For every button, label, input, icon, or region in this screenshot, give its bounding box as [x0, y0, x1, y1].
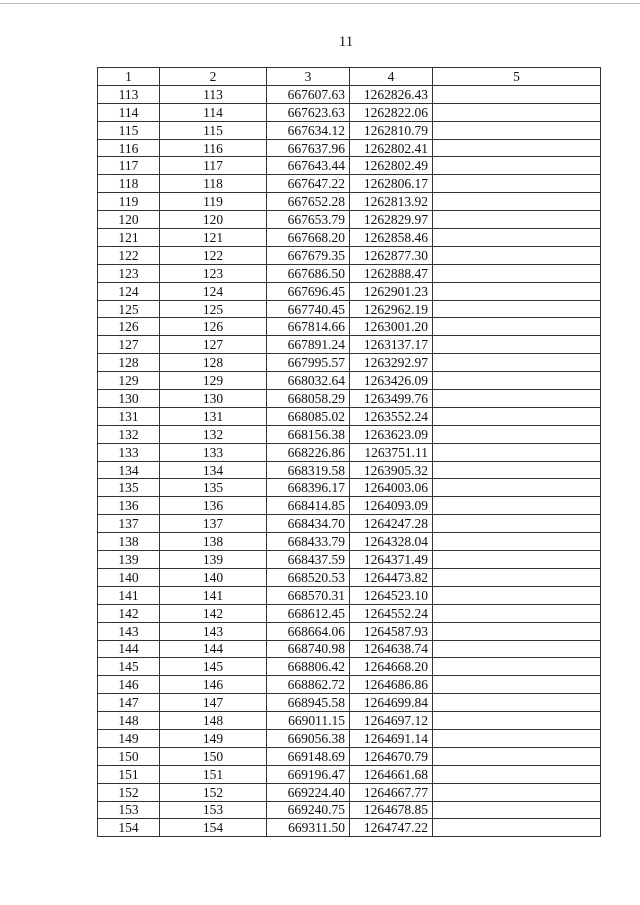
table-cell-col-1: 137 — [98, 515, 160, 533]
top-divider — [0, 3, 640, 4]
table-cell-col-4: 1264328.04 — [350, 533, 433, 551]
table-cell-col-3: 667679.35 — [267, 246, 350, 264]
table-cell-col-5 — [433, 801, 601, 819]
table-cell-col-1: 126 — [98, 318, 160, 336]
table-cell-col-2: 120 — [160, 211, 267, 229]
table-cell-col-1: 124 — [98, 282, 160, 300]
table-cell-col-3: 668085.02 — [267, 407, 350, 425]
table-row — [98, 568, 601, 586]
table-row — [98, 729, 601, 747]
table-cell-col-5 — [433, 336, 601, 354]
table-cell-col-1: 140 — [98, 568, 160, 586]
table-cell-col-5 — [433, 282, 601, 300]
table-cell-col-4: 1264247.28 — [350, 515, 433, 533]
table-cell-col-5 — [433, 461, 601, 479]
table-cell-col-3: 667643.44 — [267, 157, 350, 175]
table-cell-col-4: 1264699.84 — [350, 694, 433, 712]
table-cell-col-4: 1264678.85 — [350, 801, 433, 819]
table-cell-col-1: 122 — [98, 246, 160, 264]
table-cell-col-5 — [433, 300, 601, 318]
table-cell-col-5 — [433, 246, 601, 264]
column-header-5: 5 — [433, 68, 601, 86]
table-cell-col-5 — [433, 229, 601, 247]
table-cell-col-4: 1262822.06 — [350, 103, 433, 121]
table-cell-col-4: 1262813.92 — [350, 193, 433, 211]
table-cell-col-2: 141 — [160, 586, 267, 604]
table-cell-col-4: 1263001.20 — [350, 318, 433, 336]
table-cell-col-1: 152 — [98, 783, 160, 801]
table-cell-col-1: 114 — [98, 103, 160, 121]
table-cell-col-1: 119 — [98, 193, 160, 211]
table-cell-col-5 — [433, 103, 601, 121]
column-header-3: 3 — [267, 68, 350, 86]
table-cell-col-1: 136 — [98, 497, 160, 515]
table-cell-col-4: 1263426.09 — [350, 372, 433, 390]
table-cell-col-1: 130 — [98, 390, 160, 408]
table-cell-col-4: 1264686.86 — [350, 676, 433, 694]
table-row — [98, 407, 601, 425]
table-cell-col-2: 115 — [160, 121, 267, 139]
table-cell-col-4: 1264691.14 — [350, 729, 433, 747]
table-cell-col-4: 1262806.17 — [350, 175, 433, 193]
table-row — [98, 139, 601, 157]
table-row — [98, 246, 601, 264]
table-cell-col-5 — [433, 354, 601, 372]
table-cell-col-1: 115 — [98, 121, 160, 139]
table-row — [98, 175, 601, 193]
table-cell-col-3: 668058.29 — [267, 390, 350, 408]
table-cell-col-5 — [433, 783, 601, 801]
table-cell-col-1: 113 — [98, 85, 160, 103]
table-cell-col-3: 667995.57 — [267, 354, 350, 372]
table-row — [98, 372, 601, 390]
table-cell-col-1: 128 — [98, 354, 160, 372]
table-row — [98, 390, 601, 408]
table-cell-col-4: 1262826.43 — [350, 85, 433, 103]
table-row — [98, 747, 601, 765]
table-cell-col-2: 117 — [160, 157, 267, 175]
table-row — [98, 586, 601, 604]
table-cell-col-5 — [433, 193, 601, 211]
table-cell-col-2: 153 — [160, 801, 267, 819]
table-row — [98, 765, 601, 783]
table-cell-col-2: 154 — [160, 819, 267, 837]
table-cell-col-3: 667891.24 — [267, 336, 350, 354]
table-row — [98, 121, 601, 139]
table-cell-col-1: 147 — [98, 694, 160, 712]
table-row — [98, 604, 601, 622]
table-row — [98, 211, 601, 229]
table-cell-col-5 — [433, 586, 601, 604]
table-cell-col-2: 124 — [160, 282, 267, 300]
table-row — [98, 551, 601, 569]
table-row — [98, 712, 601, 730]
table-cell-col-5 — [433, 640, 601, 658]
table-cell-col-4: 1262962.19 — [350, 300, 433, 318]
table-row — [98, 533, 601, 551]
table-body — [98, 85, 601, 836]
table-cell-col-5 — [433, 622, 601, 640]
table-cell-col-5 — [433, 425, 601, 443]
table-cell-col-5 — [433, 157, 601, 175]
table-cell-col-2: 142 — [160, 604, 267, 622]
table-row — [98, 318, 601, 336]
table-cell-col-2: 151 — [160, 765, 267, 783]
table-cell-col-1: 120 — [98, 211, 160, 229]
table-cell-col-3: 668434.70 — [267, 515, 350, 533]
table-cell-col-2: 114 — [160, 103, 267, 121]
table-row — [98, 425, 601, 443]
table-cell-col-3: 669311.50 — [267, 819, 350, 837]
table-cell-col-1: 123 — [98, 264, 160, 282]
table-cell-col-3: 667623.63 — [267, 103, 350, 121]
table-cell-col-3: 668945.58 — [267, 694, 350, 712]
table-cell-col-2: 135 — [160, 479, 267, 497]
table-cell-col-4: 1262858.46 — [350, 229, 433, 247]
table-cell-col-4: 1262802.49 — [350, 157, 433, 175]
table-cell-col-3: 669196.47 — [267, 765, 350, 783]
table-cell-col-3: 668032.64 — [267, 372, 350, 390]
table-cell-col-1: 151 — [98, 765, 160, 783]
table-cell-col-3: 667647.22 — [267, 175, 350, 193]
table-cell-col-4: 1264003.06 — [350, 479, 433, 497]
table-cell-col-5 — [433, 443, 601, 461]
table-cell-col-4: 1264670.79 — [350, 747, 433, 765]
coordinates-table — [97, 67, 601, 837]
table-cell-col-5 — [433, 85, 601, 103]
table-cell-col-2: 147 — [160, 694, 267, 712]
table-cell-col-1: 148 — [98, 712, 160, 730]
table-cell-col-5 — [433, 497, 601, 515]
table-cell-col-3: 669224.40 — [267, 783, 350, 801]
table-cell-col-4: 1264371.49 — [350, 551, 433, 569]
table-cell-col-3: 668414.85 — [267, 497, 350, 515]
table-cell-col-4: 1264638.74 — [350, 640, 433, 658]
table-cell-col-1: 131 — [98, 407, 160, 425]
table-cell-col-2: 146 — [160, 676, 267, 694]
table-cell-col-4: 1262802.41 — [350, 139, 433, 157]
table-row — [98, 694, 601, 712]
table-cell-col-3: 669240.75 — [267, 801, 350, 819]
table-row — [98, 658, 601, 676]
table-cell-col-5 — [433, 729, 601, 747]
table-cell-col-3: 667653.79 — [267, 211, 350, 229]
table-cell-col-4: 1264667.77 — [350, 783, 433, 801]
table-cell-col-2: 121 — [160, 229, 267, 247]
table-cell-col-4: 1264587.93 — [350, 622, 433, 640]
table-cell-col-1: 141 — [98, 586, 160, 604]
table-cell-col-4: 1263499.76 — [350, 390, 433, 408]
table-cell-col-1: 132 — [98, 425, 160, 443]
page-number: 11 — [338, 34, 354, 50]
table-cell-col-2: 118 — [160, 175, 267, 193]
table-cell-col-1: 127 — [98, 336, 160, 354]
table-cell-col-2: 139 — [160, 551, 267, 569]
table-cell-col-1: 144 — [98, 640, 160, 658]
table-cell-col-2: 140 — [160, 568, 267, 586]
table-row — [98, 193, 601, 211]
table-cell-col-3: 667634.12 — [267, 121, 350, 139]
table-cell-col-5 — [433, 175, 601, 193]
table-cell-col-5 — [433, 479, 601, 497]
table-cell-col-4: 1263552.24 — [350, 407, 433, 425]
table-cell-col-2: 122 — [160, 246, 267, 264]
table-row — [98, 282, 601, 300]
table-cell-col-4: 1262901.23 — [350, 282, 433, 300]
table-cell-col-3: 668396.17 — [267, 479, 350, 497]
table-cell-col-4: 1264668.20 — [350, 658, 433, 676]
table-cell-col-2: 127 — [160, 336, 267, 354]
table-cell-col-2: 136 — [160, 497, 267, 515]
table-cell-col-1: 153 — [98, 801, 160, 819]
table-cell-col-4: 1262888.47 — [350, 264, 433, 282]
table-cell-col-1: 135 — [98, 479, 160, 497]
table-cell-col-4: 1262829.97 — [350, 211, 433, 229]
table-cell-col-1: 129 — [98, 372, 160, 390]
table-cell-col-2: 116 — [160, 139, 267, 157]
table-cell-col-1: 145 — [98, 658, 160, 676]
table-cell-col-2: 126 — [160, 318, 267, 336]
table-cell-col-5 — [433, 568, 601, 586]
table-row — [98, 103, 601, 121]
table-cell-col-3: 668433.79 — [267, 533, 350, 551]
table-cell-col-3: 669011.15 — [267, 712, 350, 730]
table-cell-col-3: 667814.66 — [267, 318, 350, 336]
table-cell-col-5 — [433, 139, 601, 157]
table-cell-col-1: 146 — [98, 676, 160, 694]
table-row — [98, 479, 601, 497]
table-row — [98, 783, 601, 801]
table-cell-col-1: 149 — [98, 729, 160, 747]
table-cell-col-1: 139 — [98, 551, 160, 569]
table-cell-col-2: 133 — [160, 443, 267, 461]
table-cell-col-4: 1263137.17 — [350, 336, 433, 354]
table-cell-col-3: 667696.45 — [267, 282, 350, 300]
table-cell-col-1: 142 — [98, 604, 160, 622]
table-cell-col-2: 134 — [160, 461, 267, 479]
table-cell-col-2: 145 — [160, 658, 267, 676]
table-cell-col-2: 130 — [160, 390, 267, 408]
table-cell-col-2: 137 — [160, 515, 267, 533]
table-cell-col-5 — [433, 712, 601, 730]
table-cell-col-3: 668319.58 — [267, 461, 350, 479]
table-cell-col-5 — [433, 747, 601, 765]
table-cell-col-4: 1264661.68 — [350, 765, 433, 783]
table-cell-col-2: 119 — [160, 193, 267, 211]
table-row — [98, 640, 601, 658]
table-cell-col-1: 125 — [98, 300, 160, 318]
table-cell-col-4: 1262877.30 — [350, 246, 433, 264]
table-cell-col-3: 668862.72 — [267, 676, 350, 694]
table-cell-col-5 — [433, 551, 601, 569]
table-cell-col-4: 1263292.97 — [350, 354, 433, 372]
table-cell-col-2: 143 — [160, 622, 267, 640]
table-cell-col-1: 133 — [98, 443, 160, 461]
header-row — [98, 68, 601, 86]
table-cell-col-3: 667668.20 — [267, 229, 350, 247]
table-cell-col-1: 117 — [98, 157, 160, 175]
table-cell-col-1: 134 — [98, 461, 160, 479]
table-cell-col-4: 1264747.22 — [350, 819, 433, 837]
table-row — [98, 354, 601, 372]
table-cell-col-1: 143 — [98, 622, 160, 640]
table-cell-col-5 — [433, 264, 601, 282]
table-cell-col-2: 132 — [160, 425, 267, 443]
table-cell-col-5 — [433, 694, 601, 712]
table-row — [98, 801, 601, 819]
table-row — [98, 461, 601, 479]
table-cell-col-3: 669148.69 — [267, 747, 350, 765]
table-cell-col-2: 131 — [160, 407, 267, 425]
column-header-1: 1 — [98, 68, 160, 86]
table-cell-col-3: 668520.53 — [267, 568, 350, 586]
column-header-4: 4 — [350, 68, 433, 86]
table-cell-col-1: 118 — [98, 175, 160, 193]
table-row — [98, 497, 601, 515]
table-cell-col-3: 667637.96 — [267, 139, 350, 157]
table-cell-col-1: 121 — [98, 229, 160, 247]
table-cell-col-5 — [433, 604, 601, 622]
table-cell-col-5 — [433, 819, 601, 837]
table-row — [98, 300, 601, 318]
table-cell-col-2: 150 — [160, 747, 267, 765]
table-cell-col-4: 1264093.09 — [350, 497, 433, 515]
table-cell-col-3: 668570.31 — [267, 586, 350, 604]
table-cell-col-3: 668664.06 — [267, 622, 350, 640]
table-cell-col-3: 667607.63 — [267, 85, 350, 103]
table-cell-col-1: 138 — [98, 533, 160, 551]
table-cell-col-3: 668740.98 — [267, 640, 350, 658]
table-cell-col-3: 668226.86 — [267, 443, 350, 461]
table-row — [98, 336, 601, 354]
table-cell-col-1: 154 — [98, 819, 160, 837]
table-cell-col-3: 668612.45 — [267, 604, 350, 622]
table-cell-col-5 — [433, 407, 601, 425]
table-row — [98, 229, 601, 247]
table-cell-col-2: 152 — [160, 783, 267, 801]
table-cell-col-2: 148 — [160, 712, 267, 730]
table-cell-col-2: 128 — [160, 354, 267, 372]
table-row — [98, 443, 601, 461]
table-cell-col-3: 668806.42 — [267, 658, 350, 676]
table-row — [98, 264, 601, 282]
table-cell-col-5 — [433, 211, 601, 229]
table-cell-col-4: 1264523.10 — [350, 586, 433, 604]
table-row — [98, 676, 601, 694]
table-cell-col-3: 667740.45 — [267, 300, 350, 318]
table-cell-col-4: 1263751.11 — [350, 443, 433, 461]
table-cell-col-4: 1264473.82 — [350, 568, 433, 586]
table-cell-col-2: 125 — [160, 300, 267, 318]
table-cell-col-5 — [433, 676, 601, 694]
table-cell-col-4: 1263905.32 — [350, 461, 433, 479]
table-cell-col-1: 150 — [98, 747, 160, 765]
table-cell-col-4: 1264552.24 — [350, 604, 433, 622]
table-cell-col-5 — [433, 121, 601, 139]
table-cell-col-4: 1264697.12 — [350, 712, 433, 730]
table-cell-col-2: 113 — [160, 85, 267, 103]
table-row — [98, 819, 601, 837]
column-header-2: 2 — [160, 68, 267, 86]
table-cell-col-3: 669056.38 — [267, 729, 350, 747]
table-row — [98, 85, 601, 103]
table-cell-col-5 — [433, 765, 601, 783]
table-cell-col-2: 138 — [160, 533, 267, 551]
table-cell-col-3: 668437.59 — [267, 551, 350, 569]
table-row — [98, 515, 601, 533]
table-cell-col-2: 129 — [160, 372, 267, 390]
table-row — [98, 622, 601, 640]
table-cell-col-4: 1263623.09 — [350, 425, 433, 443]
table-cell-col-5 — [433, 372, 601, 390]
table-cell-col-4: 1262810.79 — [350, 121, 433, 139]
table-cell-col-2: 144 — [160, 640, 267, 658]
table-cell-col-3: 668156.38 — [267, 425, 350, 443]
table-cell-col-2: 149 — [160, 729, 267, 747]
table-cell-col-3: 667686.50 — [267, 264, 350, 282]
table-row — [98, 157, 601, 175]
table-cell-col-3: 667652.28 — [267, 193, 350, 211]
table-cell-col-1: 116 — [98, 139, 160, 157]
table-cell-col-5 — [433, 390, 601, 408]
table-cell-col-5 — [433, 515, 601, 533]
table-cell-col-2: 123 — [160, 264, 267, 282]
table-cell-col-5 — [433, 318, 601, 336]
table-cell-col-5 — [433, 658, 601, 676]
table-cell-col-5 — [433, 533, 601, 551]
